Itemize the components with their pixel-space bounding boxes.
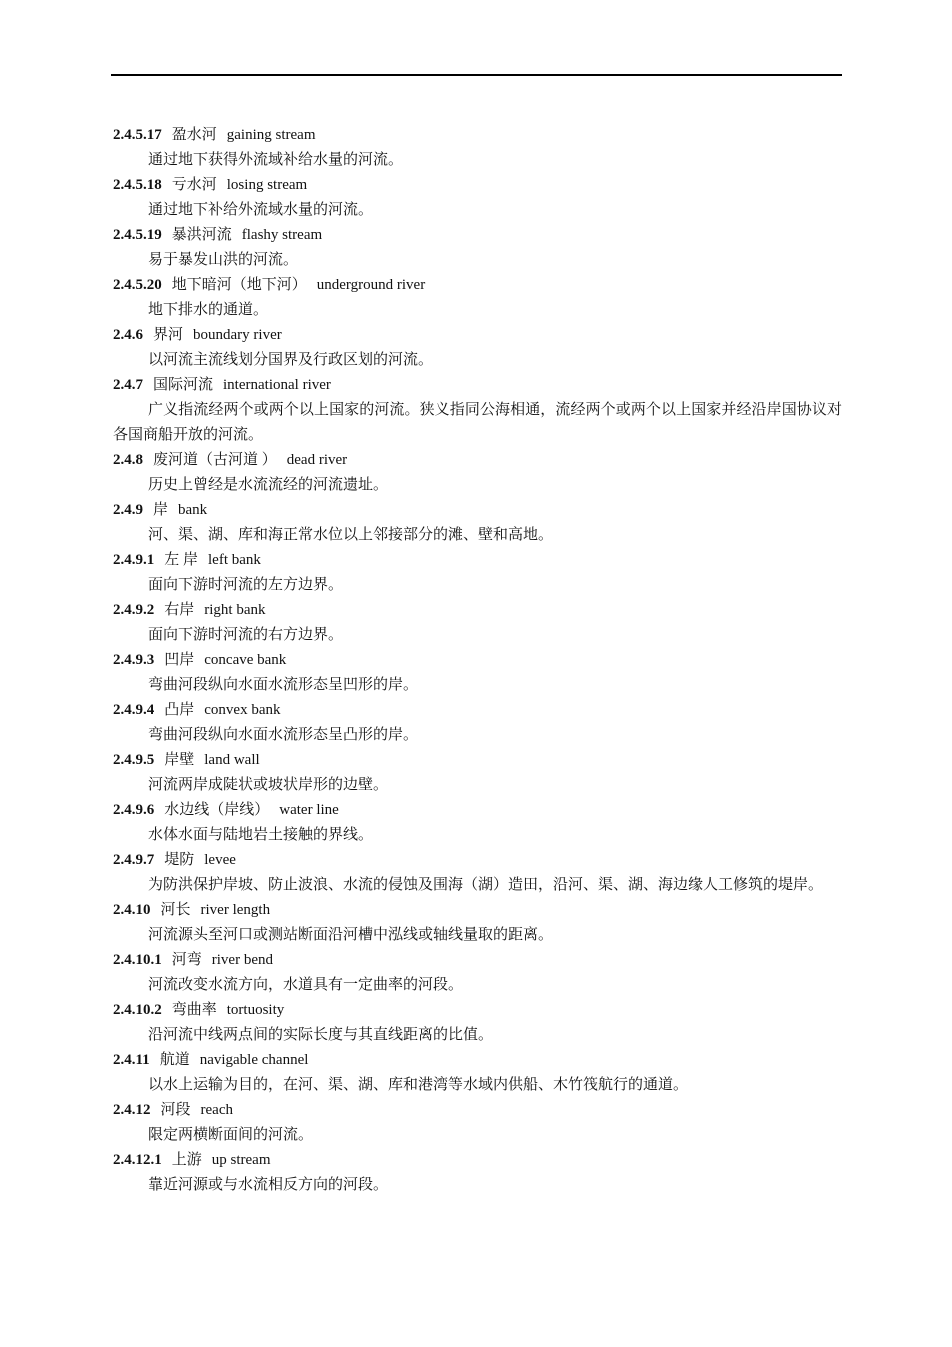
term-definition: 地下排水的通道。 [148,302,269,318]
glossary-entry [113,548,842,598]
term-number: 2.4.9.2 [113,602,155,618]
term-chinese: 堤防 [164,852,195,868]
term-line [113,498,842,523]
term-chinese: 右岸 [164,602,195,618]
term-definition: 河流改变水流方向，水道具有一定曲率的河段。 [148,977,464,993]
term-line [113,598,842,623]
term-english: river length [200,902,271,918]
term-number: 2.4.9.5 [113,752,155,768]
term-chinese: 亏水河 [171,177,217,193]
glossary-entry [113,1048,842,1098]
term-english: reach [200,1102,233,1118]
term-english: right bank [204,602,266,618]
glossary-entry [113,373,842,448]
glossary-entry [113,273,842,323]
term-line [113,1048,842,1073]
term-definition: 河流源头至河口或测站断面沿河槽中泓线或轴线量取的距离。 [148,927,554,943]
term-chinese: 左 岸 [164,552,199,568]
term-chinese: 河弯 [171,952,202,968]
term-english: bank [178,502,208,518]
term-line [113,848,842,873]
glossary-entry [113,448,842,498]
term-definition: 面向下游时河流的右方边界。 [148,627,344,643]
term-number: 2.4.9.4 [113,702,155,718]
glossary-entry [113,698,842,748]
term-number: 2.4.11 [113,1052,150,1068]
term-definition: 通过地下补给外流域水量的河流。 [148,202,374,218]
glossary-entry [113,798,842,848]
term-number: 2.4.6 [113,327,143,343]
term-definition: 历史上曾经是水流流经的河流遗址。 [148,477,389,493]
term-definition: 限定两横断面间的河流。 [148,1127,314,1143]
term-number: 2.4.12 [113,1102,151,1118]
term-line [113,698,842,723]
term-chinese: 上游 [171,1152,202,1168]
term-definition: 水体水面与陆地岩土接触的界线。 [148,827,374,843]
term-english: tortuosity [226,1002,285,1018]
term-definition: 广义指流经两个或两个以上国家的河流。狭义指同公海相通，流经两个或两个以上国家并经沿岸国协议对各国商船开放的河流。 [113,402,842,443]
term-definition: 弯曲河段纵向水面水流形态呈凸形的岸。 [148,727,419,743]
term-chinese: 地下暗河（地下河） [171,277,307,293]
term-english: up stream [211,1152,271,1168]
header-rule [111,74,842,76]
term-line [113,898,842,923]
term-chinese: 盈水河 [171,127,217,143]
term-chinese: 河段 [160,1102,191,1118]
term-line [113,223,842,248]
glossary-entry [113,848,842,898]
term-chinese: 界河 [153,327,184,343]
term-english: boundary river [193,327,282,343]
term-chinese: 岸壁 [164,752,195,768]
term-chinese: 国际河流 [153,377,214,393]
term-number: 2.4.10 [113,902,151,918]
glossary-entry [113,648,842,698]
term-english: left bank [208,552,261,568]
term-number: 2.4.9 [113,502,143,518]
term-number: 2.4.10.2 [113,1002,162,1018]
term-definition: 通过地下获得外流域补给水量的河流。 [148,152,404,168]
term-english: losing stream [226,177,308,193]
term-line [113,998,842,1023]
term-definition: 易于暴发山洪的河流。 [148,252,299,268]
glossary-entry [113,123,842,173]
glossary-entry [113,1098,842,1148]
term-english: levee [204,852,236,868]
term-chinese: 水边线（岸线） [164,802,270,818]
term-chinese: 弯曲率 [171,1002,217,1018]
term-chinese: 凹岸 [164,652,195,668]
term-definition: 沿河流中线两点间的实际长度与其直线距离的比值。 [148,1027,494,1043]
term-english: concave bank [204,652,287,668]
term-definition: 河、渠、湖、库和海正常水位以上邻接部分的滩、壁和高地。 [148,527,554,543]
glossary-entry [113,323,842,373]
term-number: 2.4.5.20 [113,277,162,293]
term-english: flashy stream [241,227,323,243]
term-line [113,648,842,673]
term-english: river bend [211,952,273,968]
term-line [113,323,842,348]
term-number: 2.4.9.6 [113,802,155,818]
term-definition: 靠近河源或与水流相反方向的河段。 [148,1177,389,1193]
glossary-entry [113,748,842,798]
glossary-entry [113,1148,842,1198]
glossary-entry [113,598,842,648]
term-chinese: 河长 [160,902,191,918]
term-english: dead river [286,452,348,468]
glossary-entry [113,223,842,273]
term-line [113,748,842,773]
glossary-entry [113,173,842,223]
term-number: 2.4.5.17 [113,127,162,143]
term-line [113,548,842,573]
term-definition: 面向下游时河流的左方边界。 [148,577,344,593]
term-number: 2.4.10.1 [113,952,162,968]
term-definition: 弯曲河段纵向水面水流形态呈凹形的岸。 [148,677,419,693]
glossary-content [113,123,842,1198]
term-chinese: 暴洪河流 [171,227,232,243]
term-line [113,173,842,198]
term-number: 2.4.9.7 [113,852,155,868]
term-number: 2.4.5.18 [113,177,162,193]
term-number: 2.4.12.1 [113,1152,162,1168]
term-number: 2.4.7 [113,377,143,393]
term-definition: 河流两岸成陡状或坡状岸形的边壁。 [148,777,389,793]
glossary-entry [113,898,842,948]
term-line [113,448,842,473]
term-english: navigable channel [199,1052,309,1068]
term-chinese: 凸岸 [164,702,195,718]
term-number: 2.4.9.1 [113,552,155,568]
term-english: convex bank [204,702,281,718]
term-line [113,948,842,973]
term-english: underground river [316,277,426,293]
term-number: 2.4.8 [113,452,143,468]
term-english: gaining stream [226,127,316,143]
term-english: international river [223,377,331,393]
term-chinese: 废河道（古河道 ） [153,452,277,468]
term-line [113,373,842,398]
glossary-entry [113,498,842,548]
term-definition: 以河流主流线划分国界及行政区划的河流。 [148,352,434,368]
term-line [113,798,842,823]
term-line [113,123,842,148]
term-chinese: 岸 [153,502,169,518]
term-line [113,1098,842,1123]
term-definition: 以水上运输为目的，在河、渠、湖、库和港湾等水域内供船、木竹筏航行的通道。 [148,1077,689,1093]
glossary-entry [113,948,842,998]
term-number: 2.4.5.19 [113,227,162,243]
term-number: 2.4.9.3 [113,652,155,668]
term-english: land wall [204,752,260,768]
term-line [113,273,842,298]
term-chinese: 航道 [159,1052,190,1068]
term-line [113,1148,842,1173]
term-definition: 为防洪保护岸坡、防止波浪、水流的侵蚀及围海（湖）造田，沿河、渠、湖、海边缘人工修筑的堤岸。 [148,877,824,893]
term-english: water line [279,802,339,818]
glossary-entry [113,998,842,1048]
